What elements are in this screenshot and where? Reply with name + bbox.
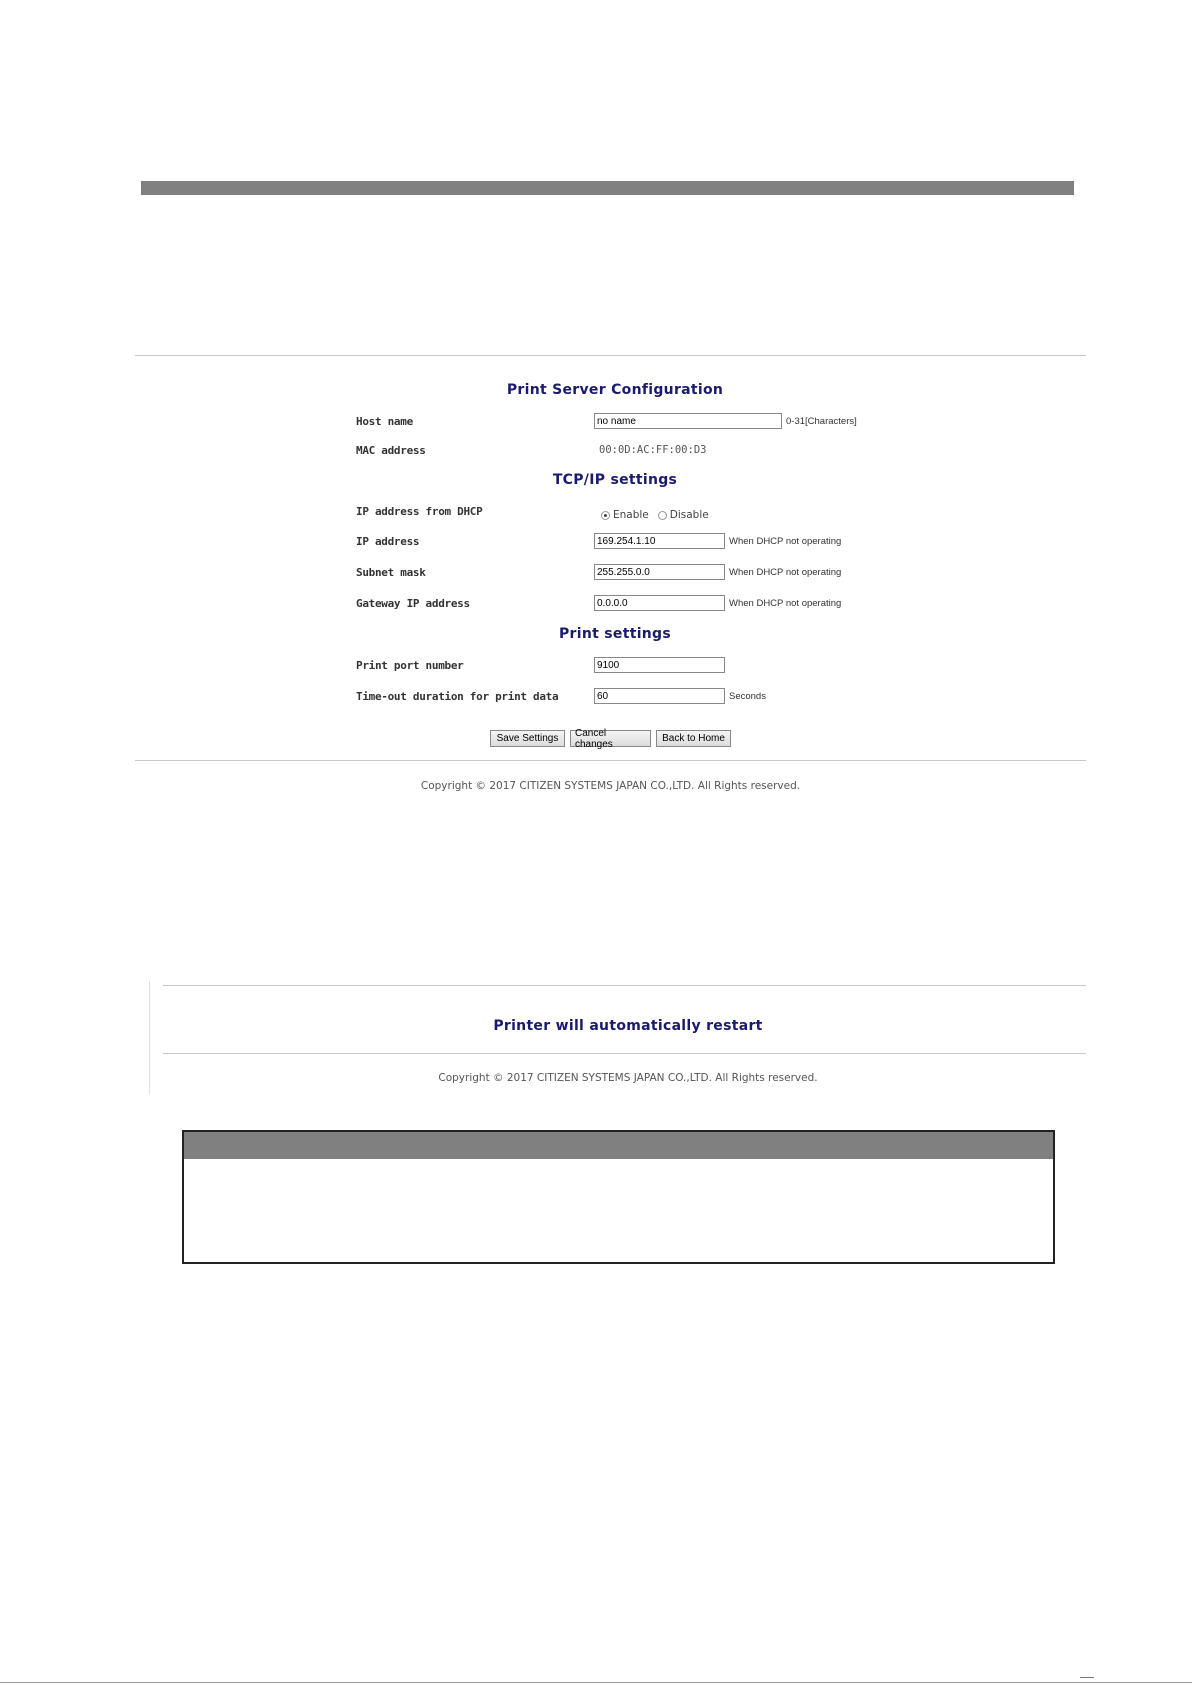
mac-address-value: 00:0D:AC:FF:00:D3 bbox=[599, 444, 707, 456]
back-to-home-button[interactable]: Back to Home bbox=[656, 730, 731, 747]
restart-top-divider bbox=[163, 985, 1086, 986]
screenshot-left-edge bbox=[149, 981, 150, 1095]
timeout-field[interactable] bbox=[594, 688, 725, 704]
save-settings-button[interactable]: Save Settings bbox=[490, 730, 565, 747]
restart-message: Printer will automatically restart bbox=[493, 1018, 763, 1034]
top-divider bbox=[135, 355, 1086, 356]
subnet-mask-hint: When DHCP not operating bbox=[729, 567, 842, 578]
dhcp-radio-group bbox=[601, 509, 709, 521]
ip-address-field[interactable] bbox=[594, 533, 725, 549]
dhcp-label: IP address from DHCP bbox=[356, 505, 483, 518]
note-box-header bbox=[184, 1132, 1053, 1159]
ip-address-label: IP address bbox=[356, 535, 420, 548]
page-bottom-line bbox=[0, 1682, 1192, 1683]
subnet-mask-label: Subnet mask bbox=[356, 566, 426, 579]
dhcp-disable-radio[interactable] bbox=[658, 511, 667, 520]
page-title: Print Server Configuration bbox=[506, 382, 724, 398]
cancel-changes-button[interactable]: Cancel changes bbox=[570, 730, 651, 747]
restart-bottom-divider bbox=[163, 1053, 1086, 1054]
host-name-hint: 0-31[Characters] bbox=[786, 416, 857, 427]
tcpip-section-title: TCP/IP settings bbox=[552, 472, 678, 488]
dhcp-enable-label: Enable bbox=[613, 509, 649, 521]
dhcp-enable-radio[interactable] bbox=[601, 511, 610, 520]
dhcp-disable-label: Disable bbox=[669, 509, 709, 521]
mac-address-label: MAC address bbox=[356, 444, 426, 457]
gateway-hint: When DHCP not operating bbox=[729, 598, 842, 609]
print-section-title: Print settings bbox=[558, 626, 672, 642]
note-box bbox=[182, 1130, 1055, 1264]
copyright-text: Copyright © 2017 CITIZEN SYSTEMS JAPAN CO.,LTD. All Rights reserved. bbox=[420, 780, 801, 792]
subnet-mask-field[interactable] bbox=[594, 564, 725, 580]
host-name-label: Host name bbox=[356, 415, 413, 428]
host-name-field[interactable] bbox=[594, 413, 782, 429]
print-port-field[interactable] bbox=[594, 657, 725, 673]
section-header-bar bbox=[141, 181, 1074, 195]
gateway-label: Gateway IP address bbox=[356, 597, 470, 610]
restart-copyright-text: Copyright © 2017 CITIZEN SYSTEMS JAPAN CO.,LTD. All Rights reserved. bbox=[438, 1072, 818, 1084]
timeout-hint: Seconds bbox=[729, 691, 766, 702]
timeout-label: Time-out duration for print data bbox=[356, 690, 559, 703]
ip-address-hint: When DHCP not operating bbox=[729, 536, 842, 547]
page-corner-mark bbox=[1080, 1677, 1094, 1682]
gateway-field[interactable] bbox=[594, 595, 725, 611]
print-port-label: Print port number bbox=[356, 659, 464, 672]
bottom-divider bbox=[135, 760, 1086, 761]
